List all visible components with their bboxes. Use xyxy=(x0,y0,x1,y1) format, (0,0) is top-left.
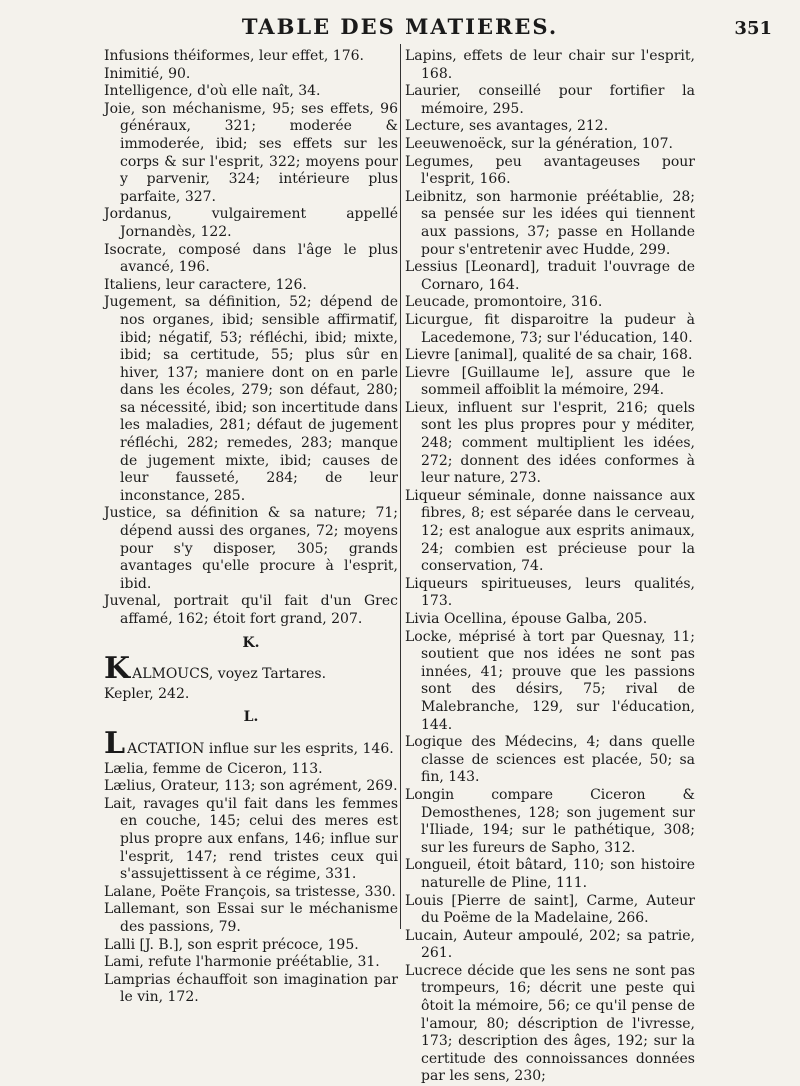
dropcap-letter: L xyxy=(104,725,128,761)
index-entry: Laurier, conseillé pour fortifier la mémoire, 295. xyxy=(405,83,695,117)
left-column xyxy=(104,48,398,1007)
index-entry: Liqueur séminale, donne naissance aux fibres, 8; est séparée dans le cerveau, 12; est analogue aux esprits animaux, 24; combien est précieuse pour la conservation, 74. xyxy=(405,487,695,575)
index-entry: Lami, refute l'harmonie préétablie, 31. xyxy=(104,954,380,971)
page-title: TABLE DES MATIERES. xyxy=(241,14,559,39)
index-entry: Lælia, femme de Ciceron, 113. xyxy=(104,760,323,777)
index-entry: Jordanus, vulgairement appellé Jornandès, 122. xyxy=(104,206,398,240)
index-entry: Leucade, promontoire, 316. xyxy=(405,294,603,311)
index-entry: Lalane, Poëte François, sa tristesse, 330. xyxy=(104,883,396,900)
index-entry: Lælius, Orateur, 113; son agrément, 269. xyxy=(104,778,398,795)
index-entry: Justice, sa définition & sa nature; 71; dépend aussi des organes, 72; moyens pour s'y disposer, 305; grands avantages qu'elle procure à l'esprit, ibid. xyxy=(104,505,398,592)
index-entry: Lallemant, son Essai sur le méchanisme des passions, 79. xyxy=(104,901,398,935)
index-entry: Isocrate, composé dans l'âge le plus avancé, 196. xyxy=(104,241,398,276)
index-entry: Jugement, sa définition, 52; dépend de nos organes, ibid; sensible affirmatif, ibid; négatif, 53; réfléchi, ibid; mixte, ibid; sa certitude, 55; plus sûr en hiver, 137; maniere dont on en parle dans les écoles, 279; son défaut, 280; sa nécessité, ibid; son incertitude dans les maladies, 281; défaut de jugement réfléchi, 282; remedes, 283; manque de jugement mixte, ibid; causes de leur fausseté, 284; de leur inconstance, 285. xyxy=(104,294,398,504)
column-divider xyxy=(400,44,401,929)
index-entry: Lieux, influent sur l'esprit, 216; quels sont les plus propres pour y méditer, 248; comment multiplient les idées, 272; donnent des idées conformes à leur nature, 273. xyxy=(405,399,695,487)
index-entry: Longueil, étoit bâtard, 110; son histoire naturelle de Pline, 111. xyxy=(405,857,695,891)
index-entry: Infusions théiformes, leur effet, 176. xyxy=(104,48,364,64)
index-entry: Licurgue, fit disparoitre la pudeur à Lacedemone, 73; sur l'éducation, 140. xyxy=(405,311,695,346)
index-entry: Lamprias échauffoit son imagination par le vin, 172. xyxy=(104,971,398,1006)
index-entry: Italiens, leur caractere, 126. xyxy=(104,276,307,293)
dropcap-text: ALMOUCS, voyez Tartares. xyxy=(132,666,327,683)
index-entry: Intelligence, d'où elle naît, 34. xyxy=(104,83,321,100)
index-entry: Joie, son méchanisme, 95; ses effets, 96 généraux, 321; moderée & immoderée, ibid; ses effets sur les corps & sur l'esprit, 322; moyens pour y parvenir, 324; intérieure plus parfaite, 327. xyxy=(104,100,398,205)
index-entry: Locke, méprisé à tort par Quesnay, 11; soutient que nos idées ne sont pas innées, 41; prouve que les passions sont des désirs, 75; rival de Malebranche, 129, sur l'éducation, 144. xyxy=(405,628,695,733)
index-entry: Logique des Médecins, 4; dans quelle classe de sciences est placée, 50; sa fin, 143. xyxy=(405,734,695,786)
index-entry: Inimitié, 90. xyxy=(104,65,191,82)
section-heading-k: K. xyxy=(242,634,260,651)
page-number: 351 xyxy=(734,18,772,39)
index-entry: Liqueurs spiritueuses, leurs qualités, 173. xyxy=(405,575,695,610)
index-entry: Lievre [Guillaume le], assure que le sommeil affoiblit la mémoire, 294. xyxy=(405,364,695,399)
index-entry: Lievre [animal], qualité de sa chair, 168. xyxy=(405,347,693,364)
index-entry: Leeuwenoëck, sur la génération, 107. xyxy=(405,135,673,152)
right-column xyxy=(405,48,695,1086)
dropcap-text: ACTATION influe sur les esprits, 146. xyxy=(127,740,394,757)
index-entry: Lapins, effets de leur chair sur l'esprit, 168. xyxy=(405,48,695,82)
index-entry: Lecture, ses avantages, 212. xyxy=(405,118,609,135)
index-entry: Lait, ravages qu'il fait dans les femmes en couche, 145; celui des meres est plus propre aux enfans, 146; influe sur l'esprit, 147; rend tristes ceux qui s'assujettissent à ce régime, 331. xyxy=(104,795,398,883)
index-entry: Kepler, 242. xyxy=(104,685,190,702)
index-entry: Juvenal, portrait qu'il fait d'un Grec affamé, 162; étoit fort grand, 207. xyxy=(104,593,398,627)
dropcap-entry xyxy=(104,725,398,761)
index-entry: Leibnitz, son harmonie préétablie, 28; sa pensée sur les idées qui tiennent aux passions, 37; passe en Hollande pour s'entretenir avec Hudde, 299. xyxy=(405,188,695,258)
index-entry: Longin compare Ciceron & Demosthenes, 128; son jugement sur l'Iliade, 194; sur le pathétique, 308; sur les fureurs de Sapho, 312. xyxy=(405,786,695,856)
index-entry: Livia Ocellina, épouse Galba, 205. xyxy=(405,611,648,627)
index-entry: Louis [Pierre de saint], Carme, Auteur du Poëme de la Madelaine, 266. xyxy=(405,892,695,927)
index-entry: Lucain, Auteur ampoulé, 202; sa patrie, 261. xyxy=(405,927,695,962)
section-heading-l: L. xyxy=(243,709,259,726)
dropcap-entry xyxy=(104,651,398,687)
index-entry: Lessius [Leonard], traduit l'ouvrage de Cornaro, 164. xyxy=(405,259,695,293)
index-entry: Lalli [J. B.], son esprit précoce, 195. xyxy=(104,936,359,953)
index-entry: Legumes, peu avantageuses pour l'esprit, 166. xyxy=(405,153,695,188)
index-entry: Lucrece décide que les sens ne sont pas trompeurs, 16; décrit une peste qui ôtoit la mémoire, 56; ce qu'il pense de l'amour, 80; déscription de l'ivresse, 173; description des âges, 192; sur la certitude des connoissances données par les sens, 230; xyxy=(405,962,695,1085)
dropcap-letter: K xyxy=(104,651,133,687)
